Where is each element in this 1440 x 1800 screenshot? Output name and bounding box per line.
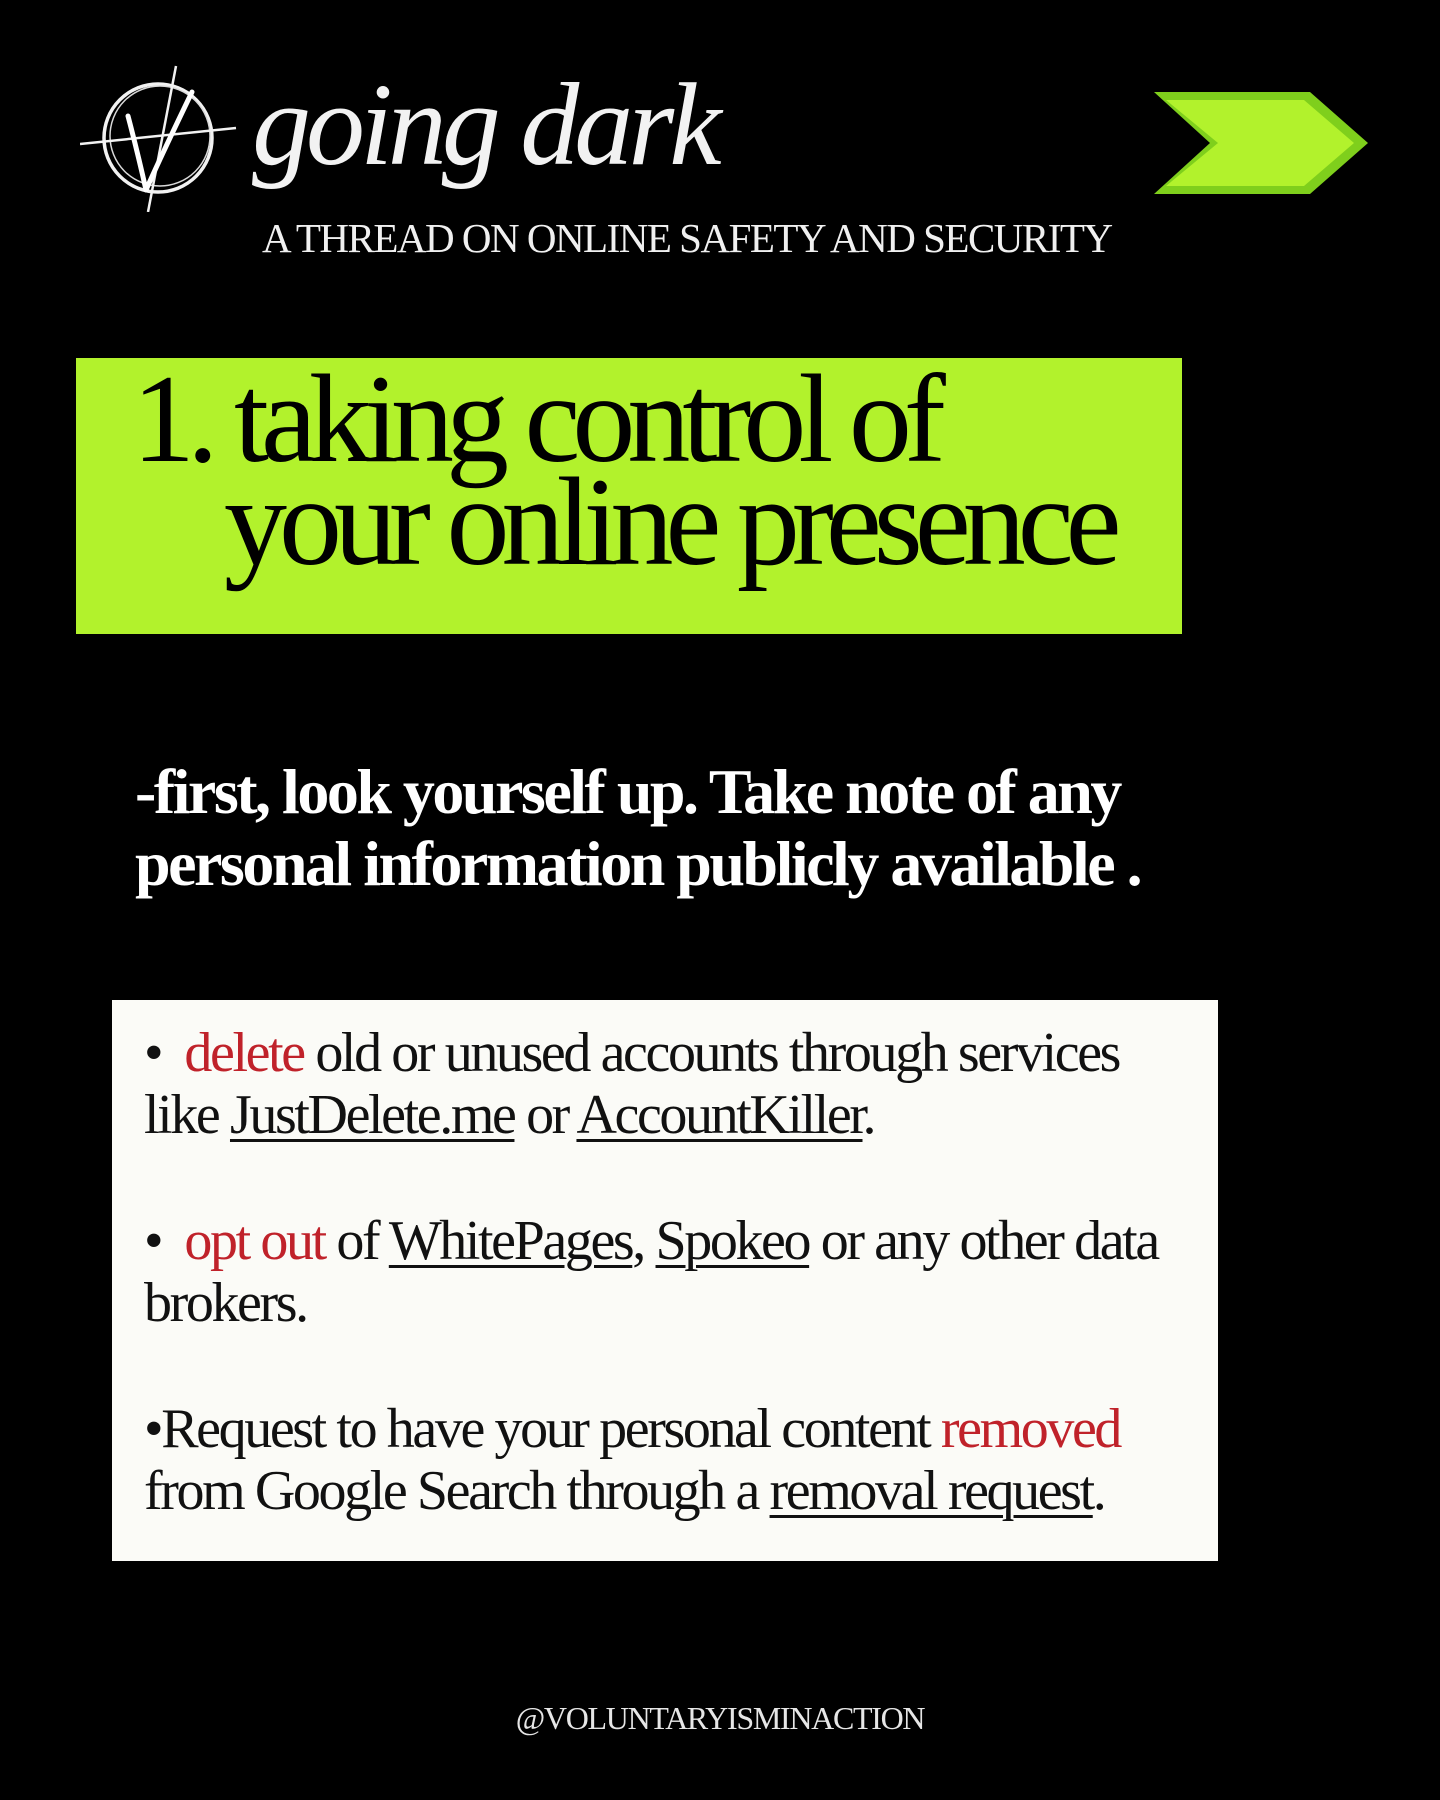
tip-text: or any other data brokers.: [144, 1210, 1158, 1334]
tip-accent: removed: [940, 1398, 1121, 1460]
tip-delete-accounts: [144, 1022, 1198, 1146]
tip-accent: opt out: [184, 1210, 325, 1272]
tip-opt-out: [144, 1210, 1198, 1334]
logo-icon: [80, 62, 240, 212]
brand-title: going dark: [252, 59, 717, 190]
spokeo-link[interactable]: Spokeo: [655, 1210, 810, 1272]
tip-text: of: [336, 1210, 379, 1272]
section-title-line2: your online presence: [224, 453, 1114, 593]
justdelete-link[interactable]: JustDelete.me: [229, 1084, 515, 1146]
section-number: 1.: [132, 350, 211, 489]
accountkiller-link[interactable]: AccountKiller: [576, 1084, 863, 1146]
tip-text: Request to have your personal content: [161, 1398, 930, 1460]
bullet: •: [144, 1210, 162, 1272]
tip-text: .: [1092, 1460, 1105, 1522]
removal-request-link[interactable]: removal request: [769, 1460, 1093, 1522]
bullet: •: [144, 1398, 162, 1460]
section-banner: [76, 350, 1182, 634]
tip-text: .: [862, 1084, 875, 1146]
section-title-line1: taking control of: [234, 350, 938, 489]
tips-card: [112, 1000, 1218, 1561]
section-heading: [132, 350, 1182, 593]
footer-handle: @VOLUNTARYISMINACTION: [515, 1700, 925, 1736]
tip-text: ,: [632, 1210, 644, 1272]
tip-google-removal: [144, 1398, 1198, 1522]
intro-text: -first, look yourself up. Take note of any personal information publicly available .: [135, 756, 1141, 899]
tip-text: or: [526, 1084, 568, 1146]
tip-text: old or unused accounts through services like: [144, 1022, 1120, 1146]
tip-text: from Google Search through a: [144, 1460, 758, 1522]
next-slide-arrow-icon[interactable]: [1150, 88, 1372, 198]
whitepages-link[interactable]: WhitePages: [388, 1210, 633, 1272]
brand-subtitle: A THREAD ON ONLINE SAFETY AND SECURITY: [262, 215, 1112, 261]
tip-accent: delete: [184, 1022, 304, 1084]
bullet: •: [144, 1022, 162, 1084]
